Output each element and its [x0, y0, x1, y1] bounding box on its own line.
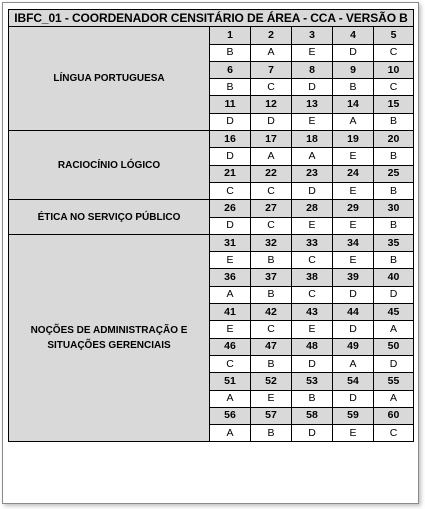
question-number: 46 — [210, 338, 251, 355]
question-number: 18 — [292, 131, 333, 148]
question-number: 25 — [374, 165, 414, 182]
answer-cell: B — [374, 217, 414, 234]
question-number-row — [9, 131, 414, 148]
question-number: 14 — [333, 96, 374, 113]
answer-cell: D — [292, 425, 333, 442]
answer-cell: D — [210, 113, 251, 130]
answer-cell: E — [333, 252, 374, 269]
answer-cell: A — [374, 321, 414, 338]
question-number: 45 — [374, 304, 414, 321]
question-number: 30 — [374, 200, 414, 217]
question-number: 39 — [333, 269, 374, 286]
answer-cell: C — [251, 321, 292, 338]
answer-cell: D — [210, 217, 251, 234]
question-number: 52 — [251, 373, 292, 390]
question-number: 33 — [292, 234, 333, 251]
answer-cell: D — [292, 355, 333, 372]
answer-cell: A — [210, 425, 251, 442]
question-number: 54 — [333, 373, 374, 390]
question-number: 17 — [251, 131, 292, 148]
question-number-row — [9, 200, 414, 217]
answer-cell: E — [292, 44, 333, 61]
question-number-row — [9, 234, 414, 251]
question-number: 24 — [333, 165, 374, 182]
answer-cell: D — [292, 79, 333, 96]
question-number: 35 — [374, 234, 414, 251]
answer-key-table — [8, 9, 414, 442]
answer-cell: B — [374, 252, 414, 269]
answer-cell: C — [374, 44, 414, 61]
question-number: 53 — [292, 373, 333, 390]
answer-cell: E — [333, 425, 374, 442]
question-number: 5 — [374, 27, 414, 44]
answer-cell: E — [210, 321, 251, 338]
answer-cell: A — [374, 390, 414, 407]
answer-cell: E — [292, 321, 333, 338]
question-number: 11 — [210, 96, 251, 113]
answer-cell: D — [374, 286, 414, 303]
answer-cell: D — [333, 44, 374, 61]
question-number: 27 — [251, 200, 292, 217]
question-number: 20 — [374, 131, 414, 148]
answer-cell: A — [251, 148, 292, 165]
answer-cell: A — [333, 113, 374, 130]
question-number: 36 — [210, 269, 251, 286]
answer-cell: E — [333, 217, 374, 234]
answer-cell: C — [292, 252, 333, 269]
question-number-row — [9, 27, 414, 44]
answer-cell: B — [333, 79, 374, 96]
answer-cell: B — [210, 79, 251, 96]
answer-cell: C — [251, 217, 292, 234]
question-number: 37 — [251, 269, 292, 286]
answer-cell: D — [251, 113, 292, 130]
answer-cell: A — [210, 286, 251, 303]
question-number: 7 — [251, 61, 292, 78]
answer-cell: E — [333, 182, 374, 199]
subject-label-line: SITUAÇÕES GERENCIAIS — [47, 340, 171, 352]
answer-cell: C — [374, 79, 414, 96]
answer-cell: D — [333, 390, 374, 407]
answer-cell: C — [251, 182, 292, 199]
question-number: 44 — [333, 304, 374, 321]
question-number: 22 — [251, 165, 292, 182]
answer-cell: D — [333, 286, 374, 303]
answer-cell: B — [251, 425, 292, 442]
question-number: 13 — [292, 96, 333, 113]
question-number: 60 — [374, 407, 414, 424]
subject-label-line: NOÇÕES DE ADMINISTRAÇÃO E — [30, 325, 188, 337]
answer-cell: D — [210, 148, 251, 165]
answer-cell: E — [292, 113, 333, 130]
question-number: 31 — [210, 234, 251, 251]
answer-cell: E — [292, 217, 333, 234]
answer-cell: D — [292, 182, 333, 199]
answer-cell: A — [333, 355, 374, 372]
question-number: 57 — [251, 407, 292, 424]
subject-label: ÉTICA NO SERVIÇO PÚBLICO — [9, 200, 210, 235]
answer-cell: B — [374, 182, 414, 199]
answer-key-title: IBFC_01 - COORDENADOR CENSITÁRIO DE ÁREA - CCA - VERSÃO B — [9, 10, 414, 27]
question-number: 43 — [292, 304, 333, 321]
answer-cell: B — [251, 252, 292, 269]
answer-cell: B — [292, 390, 333, 407]
question-number: 42 — [251, 304, 292, 321]
question-number: 23 — [292, 165, 333, 182]
answer-cell: D — [333, 321, 374, 338]
answer-cell: C — [210, 182, 251, 199]
question-number: 29 — [333, 200, 374, 217]
question-number: 58 — [292, 407, 333, 424]
answer-cell: B — [251, 286, 292, 303]
question-number: 38 — [292, 269, 333, 286]
question-number: 21 — [210, 165, 251, 182]
answer-cell: B — [210, 44, 251, 61]
question-number: 16 — [210, 131, 251, 148]
question-number: 15 — [374, 96, 414, 113]
question-number: 1 — [210, 27, 251, 44]
answer-cell: B — [374, 113, 414, 130]
question-number: 34 — [333, 234, 374, 251]
answer-cell: D — [374, 355, 414, 372]
question-number: 55 — [374, 373, 414, 390]
subject-label: RACIOCÍNIO LÓGICO — [9, 131, 210, 200]
question-number: 12 — [251, 96, 292, 113]
question-number: 47 — [251, 338, 292, 355]
subject-label — [9, 234, 210, 442]
answer-cell: C — [251, 79, 292, 96]
question-number: 9 — [333, 61, 374, 78]
answer-cell: A — [251, 44, 292, 61]
answer-key-frame — [2, 2, 419, 504]
subject-label: LÍNGUA PORTUGUESA — [9, 27, 210, 131]
answer-cell: A — [210, 390, 251, 407]
question-number: 6 — [210, 61, 251, 78]
question-number: 56 — [210, 407, 251, 424]
answer-cell: C — [292, 286, 333, 303]
answer-cell: E — [210, 252, 251, 269]
answer-cell: B — [251, 355, 292, 372]
question-number: 59 — [333, 407, 374, 424]
answer-cell: B — [374, 148, 414, 165]
answer-cell: C — [210, 355, 251, 372]
question-number: 8 — [292, 61, 333, 78]
answer-cell: E — [251, 390, 292, 407]
question-number: 32 — [251, 234, 292, 251]
question-number: 49 — [333, 338, 374, 355]
question-number: 28 — [292, 200, 333, 217]
question-number: 40 — [374, 269, 414, 286]
question-number: 50 — [374, 338, 414, 355]
answer-cell: E — [333, 148, 374, 165]
question-number: 41 — [210, 304, 251, 321]
question-number: 4 — [333, 27, 374, 44]
question-number: 26 — [210, 200, 251, 217]
question-number: 19 — [333, 131, 374, 148]
answer-cell: A — [292, 148, 333, 165]
question-number: 3 — [292, 27, 333, 44]
question-number: 2 — [251, 27, 292, 44]
question-number: 51 — [210, 373, 251, 390]
question-number: 48 — [292, 338, 333, 355]
answer-cell: C — [374, 425, 414, 442]
question-number: 10 — [374, 61, 414, 78]
